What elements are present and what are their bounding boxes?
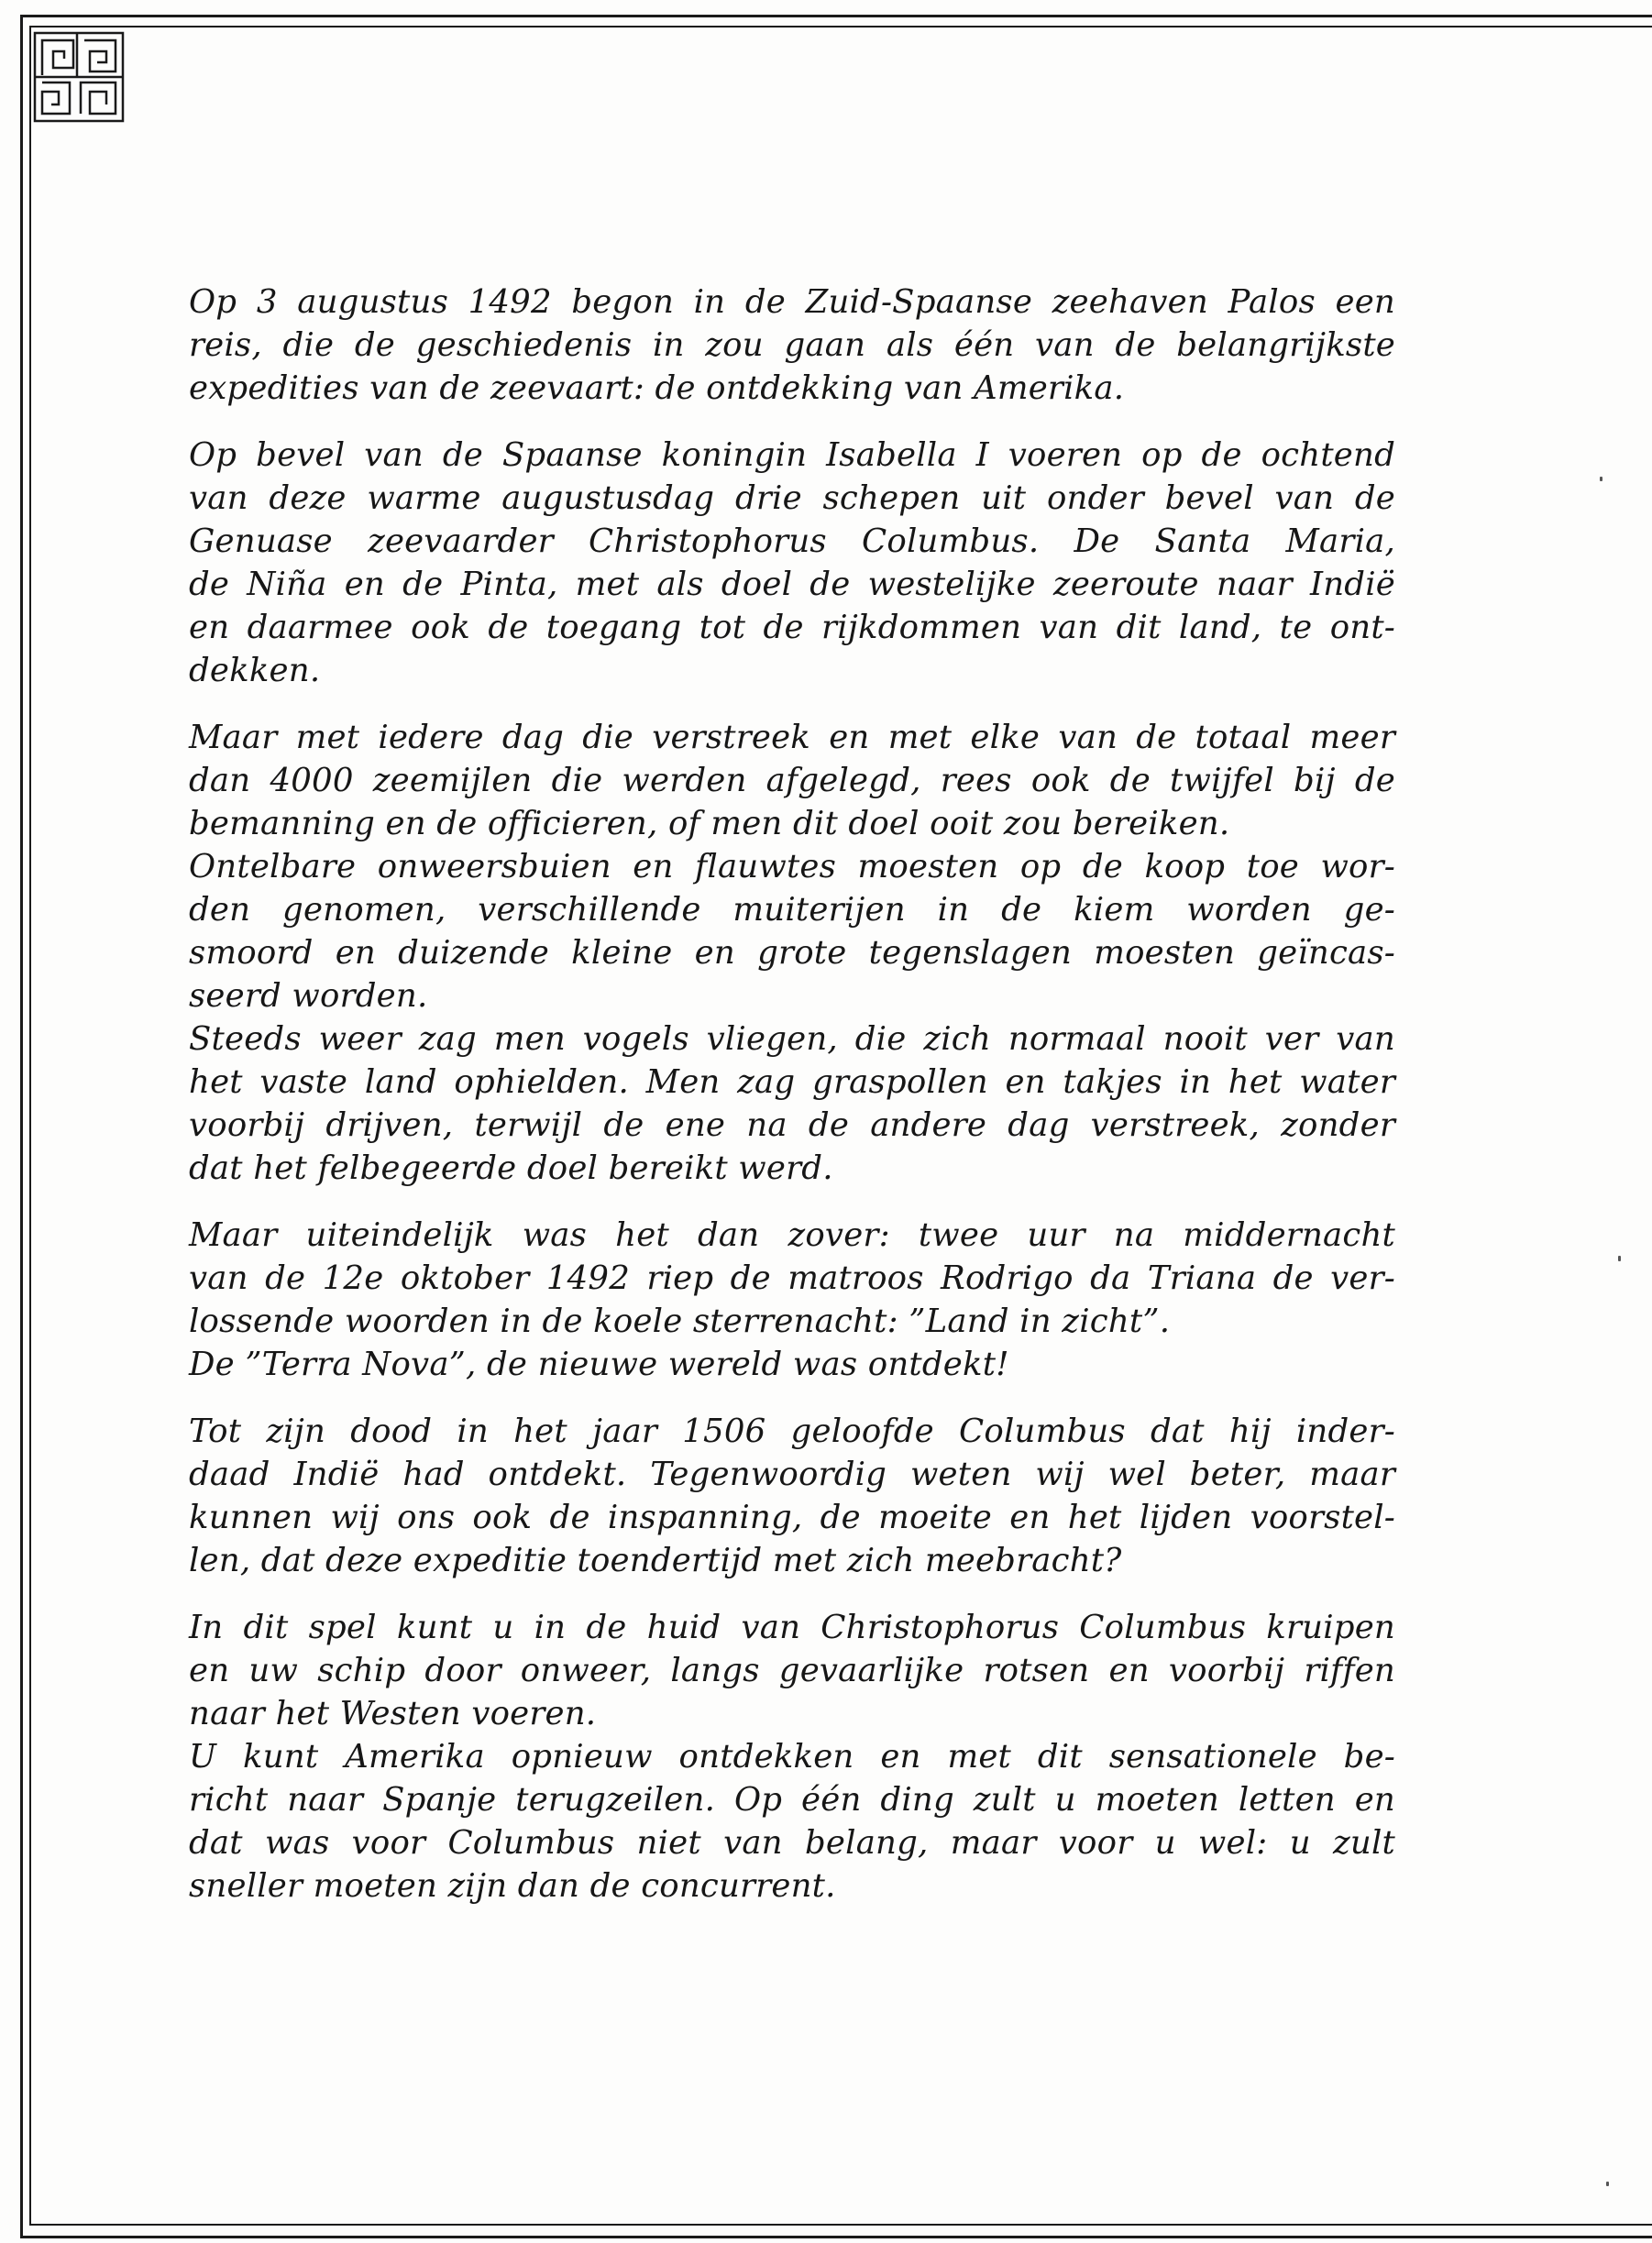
- paragraph-4: [189, 1214, 1395, 1386]
- text-line: smoord en duizende kleine en grote tegenslagen moesten geïncas-: [189, 934, 1395, 972]
- text-line: dat was voor Columbus niet van belang, maar voor u wel: u zult: [189, 1824, 1395, 1862]
- text-line: dan 4000 zeemijlen die werden afgelegd, rees ook de twijfel bij de: [189, 762, 1395, 799]
- text-line: De ”Terra Nova”, de nieuwe wereld was ontdekt!: [189, 1346, 1009, 1383]
- text-line: naar het Westen voeren.: [189, 1695, 597, 1732]
- text-line: Maar met iedere dag die verstreek en met elke van de totaal meer: [189, 719, 1395, 756]
- paragraph-6: [189, 1606, 1395, 1908]
- text-line: expedities van de zeevaart: de ontdekking van Amerika.: [189, 369, 1125, 407]
- text-line: U kunt Amerika opnieuw ontdekken en met dit sensationele be-: [189, 1738, 1395, 1776]
- text-line: van de 12e oktober 1492 riep de matroos Rodrigo da Triana de ver-: [189, 1259, 1395, 1297]
- text-line: de Niña en de Pinta, met als doel de westelijke zeeroute naar Indië: [189, 566, 1395, 603]
- scan-speck: [1600, 477, 1602, 481]
- text-line: richt naar Spanje terugzeilen. Op één ding zult u moeten letten en: [189, 1781, 1395, 1819]
- document-body: [189, 280, 1395, 1908]
- scan-speck: [1606, 2182, 1609, 2186]
- text-line: sneller moeten zijn dan de concurrent.: [189, 1867, 836, 1905]
- text-line: kunnen wij ons ook de inspanning, de moeite en het lijden voorstel-: [189, 1499, 1395, 1536]
- text-line: den genomen, verschillende muiterijen in de kiem worden ge-: [189, 891, 1395, 929]
- text-line: Op 3 augustus 1492 begon in de Zuid-Spaanse zeehaven Palos een: [189, 283, 1395, 321]
- text-line: en uw schip door onweer, langs gevaarlijke rotsen en voorbij riffen: [189, 1652, 1395, 1689]
- text-line: en daarmee ook de toegang tot de rijkdommen van dit land, te ont-: [189, 609, 1395, 646]
- text-line: In dit spel kunt u in de huid van Christophorus Columbus kruipen: [189, 1609, 1395, 1646]
- text-line: len, dat deze expeditie toendertijd met zich meebracht?: [189, 1542, 1122, 1579]
- text-line: Genuase zeevaarder Christophorus Columbus. De Santa Maria,: [189, 522, 1395, 560]
- paragraph-1: [189, 280, 1395, 410]
- text-line: het vaste land ophielden. Men zag graspollen en takjes in het water: [189, 1063, 1395, 1101]
- text-line: reis, die de geschiedenis in zou gaan als één van de belangrijkste: [189, 326, 1395, 364]
- text-line: Op bevel van de Spaanse koningin Isabella I voeren op de ochtend: [189, 436, 1395, 474]
- paragraph-2: [189, 434, 1395, 692]
- text-line: voorbij drijven, terwijl de ene na de andere dag verstreek, zonder: [189, 1106, 1395, 1144]
- text-line: bemanning en de officieren, of men dit doel ooit zou bereiken.: [189, 805, 1230, 842]
- text-line: Ontelbare onweersbuien en flauwtes moesten op de koop toe wor-: [189, 848, 1395, 885]
- scan-speck: [1618, 1256, 1621, 1261]
- text-line: Tot zijn dood in het jaar 1506 geloofde Columbus dat hij inder-: [189, 1413, 1395, 1450]
- text-line: lossende woorden in de koele sterrenacht: ”Land in zicht”.: [189, 1303, 1171, 1340]
- text-line: van deze warme augustusdag drie schepen uit onder bevel van de: [189, 479, 1395, 517]
- greek-key-ornament-icon: [33, 31, 125, 123]
- text-line: Maar uiteindelijk was het dan zover: twee uur na middernacht: [189, 1216, 1395, 1254]
- text-line: seerd worden.: [189, 977, 428, 1015]
- paragraph-3: [189, 716, 1395, 1190]
- text-line: dat het felbegeerde doel bereikt werd.: [189, 1149, 833, 1187]
- text-line: daad Indië had ontdekt. Tegenwoordig weten wij wel beter, maar: [189, 1456, 1395, 1493]
- text-line: dekken.: [189, 652, 321, 689]
- text-line: Steeds weer zag men vogels vliegen, die zich normaal nooit ver van: [189, 1020, 1395, 1058]
- paragraph-5: [189, 1410, 1395, 1582]
